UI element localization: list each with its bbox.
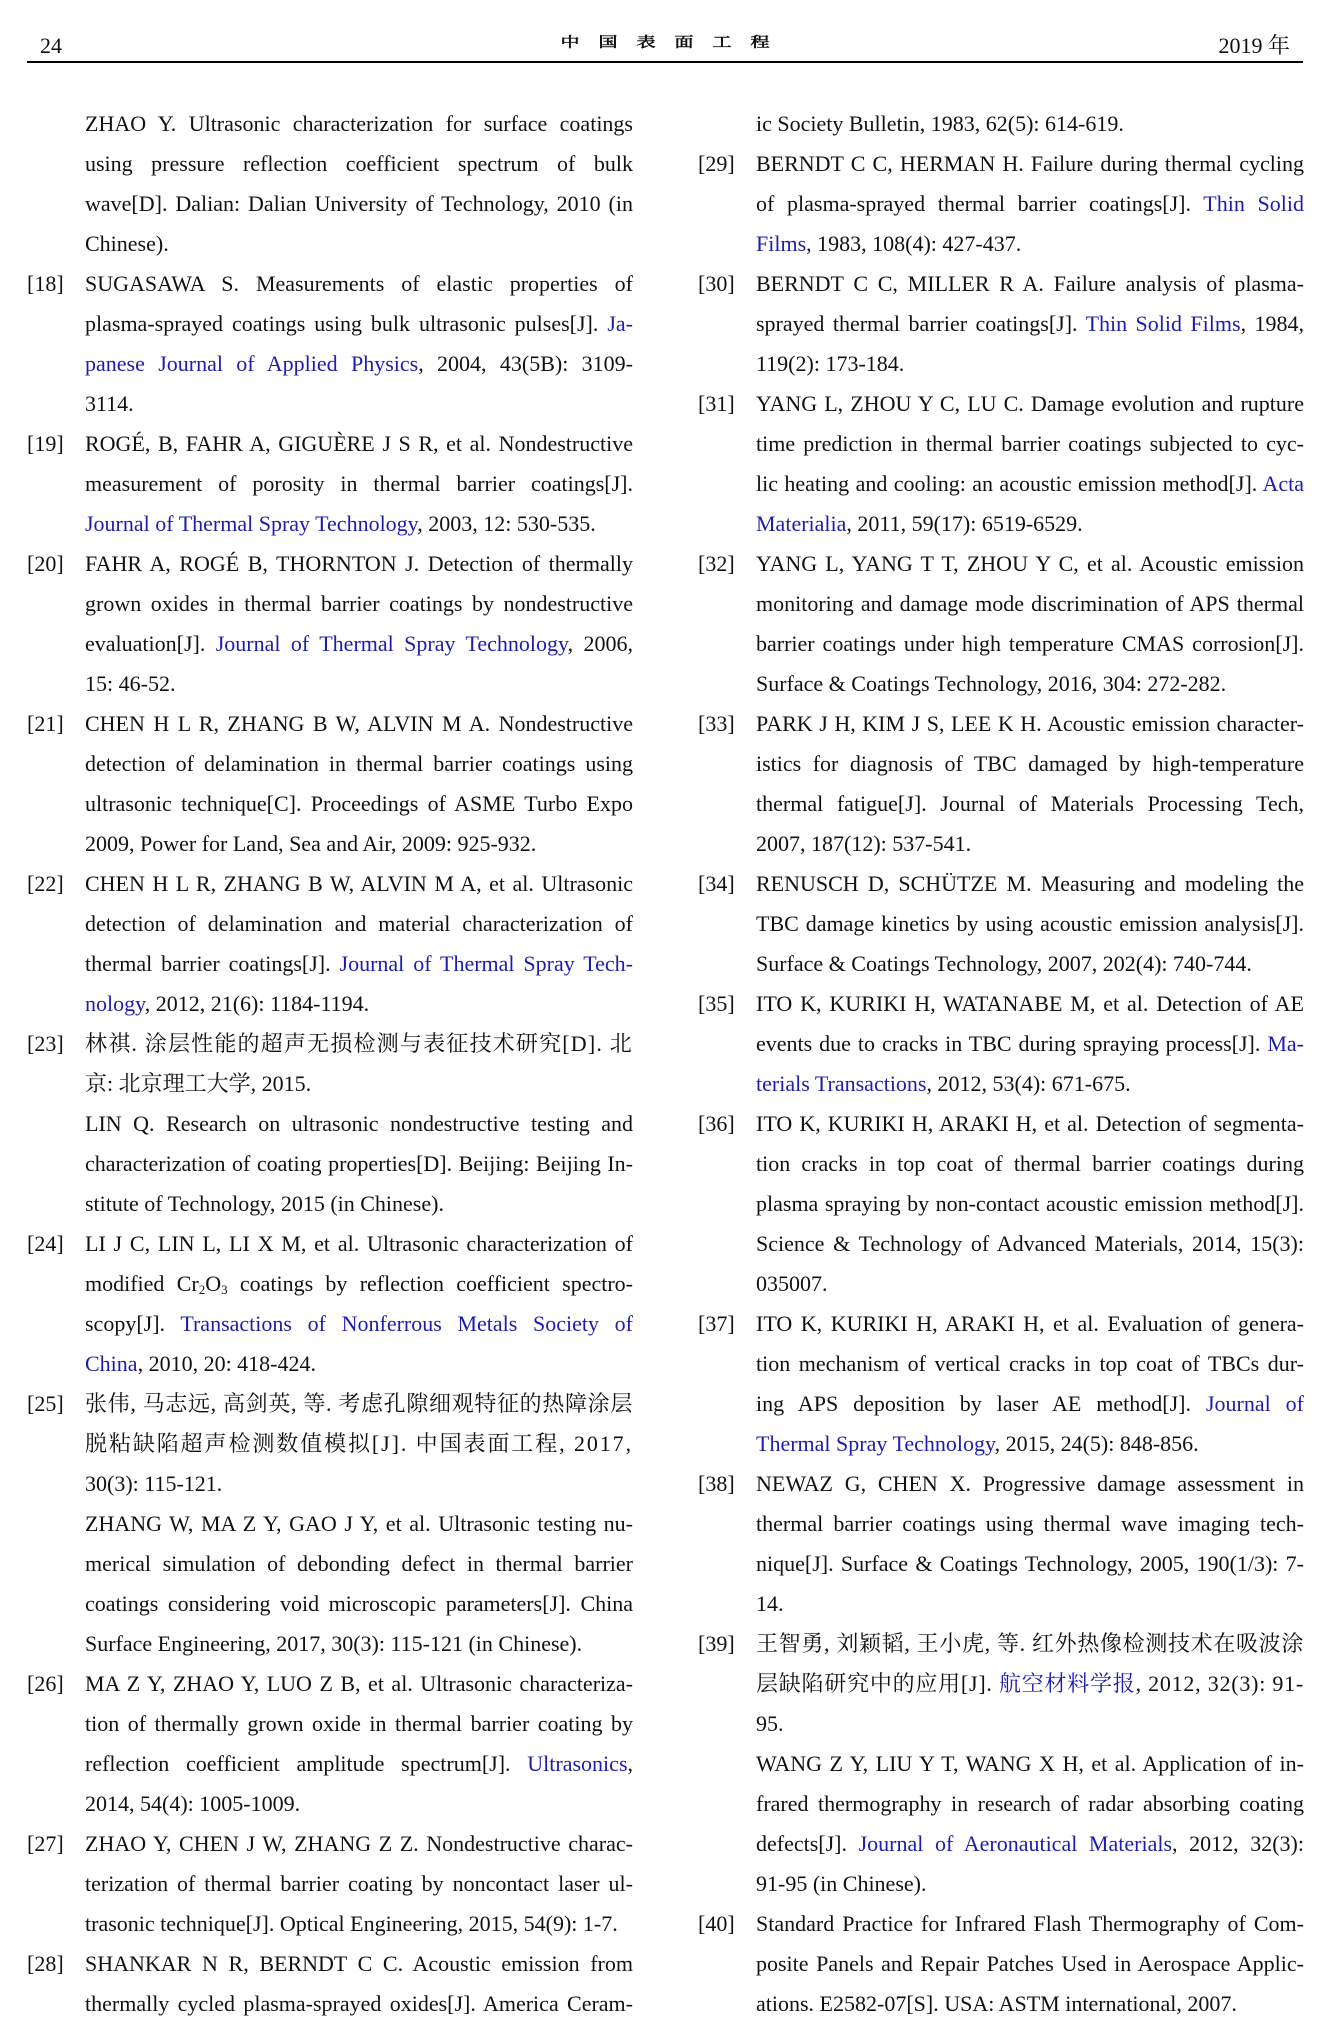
reference-number: [31] (698, 391, 735, 416)
reference-line (85, 1984, 633, 2024)
reference-text: events due to cracks in TBC during spraying process[J]. (756, 1031, 1268, 1056)
reference-line (756, 544, 1304, 584)
reference-line-text: WANG Z Y, LIU Y T, WANG X H, et al. Application of in- (756, 1751, 1304, 1776)
reference-number: [25] (27, 1391, 64, 1416)
reference-line-text (756, 184, 1304, 224)
reference-line (85, 1624, 633, 1664)
reference-line (85, 464, 633, 504)
reference-entry (698, 704, 1308, 864)
reference-line (756, 1384, 1304, 1424)
reference-line-text: thermally cycled plasma-sprayed oxides[J]. America Ceram- (85, 1991, 633, 2016)
journal-title: 中国表面工程 (560, 34, 789, 51)
reference-line (85, 1144, 633, 1184)
reference-text: thermal barrier coatings[J]. (85, 951, 340, 976)
journal-link[interactable]: Thin Solid (1203, 191, 1304, 216)
reference-line (756, 1864, 1304, 1904)
reference-line-text (85, 304, 633, 344)
reference-line-text (85, 944, 633, 984)
reference-line (85, 544, 633, 584)
reference-entry (27, 264, 637, 424)
reference-line (756, 1984, 1304, 2024)
subscript: 3 (221, 1282, 228, 1297)
reference-line (756, 1744, 1304, 1784)
reference-line-text: 035007. (756, 1271, 828, 1296)
reference-text: of plasma-sprayed thermal barrier coatings[J]. (756, 191, 1204, 216)
reference-line-text: ZHANG W, MA Z Y, GAO J Y, et al. Ultrasonic testing nu- (85, 1511, 633, 1536)
reference-line (756, 1344, 1304, 1384)
reference-line (85, 1784, 633, 1824)
reference-line (85, 184, 633, 224)
reference-line (756, 944, 1304, 984)
reference-entry (27, 1224, 637, 1384)
journal-link[interactable]: Acta (1262, 471, 1304, 496)
reference-line-text (85, 344, 633, 384)
reference-line (85, 1304, 633, 1344)
reference-entry (698, 1104, 1308, 1304)
reference-line (85, 1464, 633, 1504)
reference-line (756, 1064, 1304, 1104)
journal-link[interactable]: Journal of Aeronautical Materials (858, 1831, 1173, 1856)
reference-line-text: 119(2): 173-184. (756, 351, 905, 376)
reference-line-text: detection of delamination and material characterization of (85, 911, 633, 936)
journal-link[interactable]: Ja- (607, 311, 633, 336)
reference-line-text: tion of thermally grown oxide in thermal barrier coating by (85, 1711, 633, 1736)
reference-line (85, 944, 633, 984)
reference-text: , 1983, 108(4): 427-437. (806, 231, 1022, 256)
reference-line-text: TBC damage kinetics by using acoustic emission analysis[J]. (756, 911, 1304, 936)
reference-text: , 2004, 43(5B): 3109- (418, 351, 633, 376)
reference-number: [19] (27, 431, 64, 456)
reference-entry (698, 384, 1308, 544)
reference-line (85, 1584, 633, 1624)
reference-line-text: NEWAZ G, CHEN X. Progressive damage assessment in (756, 1471, 1304, 1496)
reference-line (756, 784, 1304, 824)
reference-line-text: 京: 北京理工大学, 2015. (85, 1071, 312, 1096)
reference-entry (698, 984, 1308, 1104)
reference-text: , 2011, 59(17): 6519-6529. (846, 511, 1083, 536)
reference-entry (698, 864, 1308, 984)
reference-line-text: LI J C, LIN L, LI X M, et al. Ultrasonic characterization of (85, 1231, 633, 1256)
reference-line-text: ITO K, KURIKI H, ARAKI H, et al. Evaluation of genera- (756, 1311, 1304, 1336)
reference-line-text (85, 1264, 633, 1304)
reference-line-text: monitoring and damage mode discrimination of APS thermal (756, 591, 1304, 616)
reference-line-text: ultrasonic technique[C]. Proceedings of ASME Turbo Expo (85, 791, 633, 816)
reference-line-text: Surface & Coatings Technology, 2007, 202(4): 740-744. (756, 951, 1252, 976)
reference-line-text: grown oxides in thermal barrier coatings by nondestructive (85, 591, 633, 616)
reference-line (756, 1504, 1304, 1544)
reference-line (85, 1744, 633, 1784)
reference-line-text (756, 1064, 1131, 1104)
reference-number: [26] (27, 1671, 64, 1696)
reference-text: evaluation[J]. (85, 631, 216, 656)
journal-link[interactable]: Journal of (1205, 1391, 1304, 1416)
reference-line (85, 1384, 633, 1424)
reference-entry (27, 1824, 637, 1944)
reference-text: , 2012, 32(3): 91- (1135, 1671, 1304, 1696)
reference-text: lic heating and cooling: an acoustic emission method[J]. (756, 471, 1263, 496)
reference-line (756, 424, 1304, 464)
reference-line (756, 1904, 1304, 1944)
reference-line-text: BERNDT C C, HERMAN H. Failure during thermal cycling (756, 151, 1304, 176)
reference-line (85, 1824, 633, 1864)
reference-entry (27, 424, 637, 544)
reference-line (85, 1424, 633, 1464)
reference-line (85, 1664, 633, 1704)
reference-line-text: 脱粘缺陷超声检测数值模拟[J]. 中国表面工程, 2017, (85, 1431, 633, 1456)
reference-line (756, 1184, 1304, 1224)
reference-line-text: frared thermography in research of radar absorbing coating (756, 1791, 1304, 1816)
left-column (27, 104, 637, 2024)
reference-entry (698, 544, 1308, 704)
reference-line-text: characterization of coating properties[D]. Beijing: Beijing In- (85, 1151, 633, 1176)
reference-line (756, 464, 1304, 504)
reference-line-text: Surface Engineering, 2017, 30(3): 115-121 (in Chinese). (85, 1631, 583, 1656)
reference-line (756, 704, 1304, 744)
reference-number: [23] (27, 1031, 64, 1056)
reference-line (85, 1904, 633, 1944)
reference-line (756, 1624, 1304, 1664)
journal-link[interactable]: Ultrasonics (527, 1751, 628, 1776)
reference-line-text: terization of thermal barrier coating by noncontact laser ul- (85, 1871, 633, 1896)
subscript: 2 (198, 1282, 206, 1297)
reference-number: [22] (27, 871, 64, 896)
journal-link[interactable]: Thin Solid Films (1085, 311, 1241, 336)
reference-line-text: ZHAO Y, CHEN J W, ZHANG Z Z. Nondestructive charac- (85, 1831, 633, 1856)
reference-line (85, 1064, 633, 1104)
reference-line (85, 904, 633, 944)
reference-text: defects[J]. (756, 1831, 859, 1856)
reference-line (756, 864, 1304, 904)
reference-line (85, 424, 633, 464)
reference-line-text: ROGÉ, B, FAHR A, GIGUÈRE J S R, et al. Nondestructive (85, 431, 633, 456)
reference-line (756, 224, 1304, 264)
reference-line (85, 1344, 633, 1384)
reference-text: , 2012, 32(3): (1172, 1831, 1304, 1856)
reference-number: [18] (27, 271, 64, 296)
reference-line (85, 864, 633, 904)
reference-number: [27] (27, 1831, 64, 1856)
reference-line (85, 384, 633, 424)
reference-line-text (85, 1304, 633, 1344)
journal-link[interactable]: Journal of Thermal Spray Tech- (339, 951, 634, 976)
reference-line (85, 1184, 633, 1224)
reference-line (85, 744, 633, 784)
reference-line-text: CHEN H L R, ZHANG B W, ALVIN M A. Nondestructive (85, 711, 633, 736)
reference-line-text: RENUSCH D, SCHÜTZE M. Measuring and modeling the (756, 871, 1304, 896)
reference-line-text: 3114. (85, 391, 134, 416)
reference-line-text: MA Z Y, ZHAO Y, LUO Z B, et al. Ultrasonic characteriza- (85, 1671, 633, 1696)
reference-line-text: ic Society Bulletin, 1983, 62(5): 614-619. (756, 111, 1124, 136)
reference-line (756, 744, 1304, 784)
reference-number: [34] (698, 871, 735, 896)
journal-link[interactable]: Materialia (756, 511, 847, 536)
reference-line-text: PARK J H, KIM J S, LEE K H. Acoustic emission character- (756, 711, 1304, 736)
journal-link[interactable]: Films (756, 231, 807, 256)
publication-year: 2019 年 (1218, 33, 1290, 58)
reference-line-text (85, 1344, 316, 1384)
reference-line (85, 784, 633, 824)
reference-line (756, 904, 1304, 944)
reference-line-text (756, 504, 1083, 544)
reference-line (756, 984, 1304, 1024)
reference-line-text: coatings considering void microscopic parameters[J]. China (85, 1591, 633, 1616)
reference-text: sprayed thermal barrier coatings[J]. (756, 311, 1086, 336)
reference-number: [35] (698, 991, 735, 1016)
reference-line (756, 1304, 1304, 1344)
journal-link[interactable]: Journal of Thermal Spray Technology (85, 511, 418, 536)
reference-line (756, 1264, 1304, 1304)
reference-line (756, 504, 1304, 544)
reference-line-text: ITO K, KURIKI H, WATANABE M, et al. Detection of AE (756, 991, 1304, 1016)
reference-line-text: ZHAO Y. Ultrasonic characterization for surface coatings (85, 111, 633, 136)
journal-link[interactable]: Journal of Thermal Spray Technology (215, 631, 568, 656)
reference-text: coatings by reflection coefficient spectro- (227, 1271, 634, 1296)
reference-line-text: 30(3): 115-121. (85, 1471, 223, 1496)
reference-line-text: Standard Practice for Infrared Flash Thermography of Com- (756, 1911, 1304, 1936)
reference-line (85, 824, 633, 864)
reference-line-text: detection of delamination in thermal barrier coatings using (85, 751, 633, 776)
reference-line-text: 2014, 54(4): 1005-1009. (85, 1791, 301, 1816)
reference-line-text: YANG L, YANG T T, ZHOU Y C, et al. Acoustic emission (756, 551, 1304, 576)
reference-line-text: plasma spraying by non-contact acoustic emission method[J]. (756, 1191, 1304, 1216)
reference-text: , 2012, 53(4): 671-675. (926, 1071, 1131, 1096)
reference-line-text: thermal fatigue[J]. Journal of Materials Processing Tech, (756, 791, 1304, 816)
reference-line-text (756, 1824, 1304, 1864)
reference-line (756, 264, 1304, 304)
reference-line-text: barrier coatings under high temperature CMAS corrosion[J]. (756, 631, 1304, 656)
reference-line (756, 184, 1304, 224)
reference-entry (27, 1384, 637, 1664)
reference-number: [40] (698, 1911, 735, 1936)
reference-line (85, 1944, 633, 1984)
reference-line (756, 1424, 1304, 1464)
reference-line-text: trasonic technique[J]. Optical Engineering, 2015, 54(9): 1-7. (85, 1911, 618, 1936)
reference-number: [37] (698, 1311, 735, 1336)
reference-line-text: LIN Q. Research on ultrasonic nondestructive testing and (85, 1111, 633, 1136)
reference-line-text: thermal barrier coatings using thermal wave imaging tech- (756, 1511, 1304, 1536)
reference-number: [36] (698, 1111, 735, 1136)
journal-link[interactable]: nology (85, 991, 145, 1016)
reference-line-text: YANG L, ZHOU Y C, LU C. Damage evolution and rupture (756, 391, 1304, 416)
reference-entry (27, 1024, 637, 1224)
journal-link[interactable]: terials Transactions (756, 1071, 927, 1096)
reference-line-text: ITO K, KURIKI H, ARAKI H, et al. Detection of segmenta- (756, 1111, 1304, 1136)
reference-line-text: measurement of porosity in thermal barrier coatings[J]. (85, 471, 633, 496)
reference-text: , 2006, (567, 631, 633, 656)
reference-line-text: 91-95 (in Chinese). (756, 1871, 927, 1896)
reference-line-text (756, 1424, 1199, 1464)
reference-line-text: 95. (756, 1711, 784, 1736)
reference-number: [30] (698, 271, 735, 296)
reference-line-text: 2009, Power for Land, Sea and Air, 2009: 925-932. (85, 831, 537, 856)
journal-link[interactable]: Ma- (1267, 1031, 1304, 1056)
reference-number: [24] (27, 1231, 64, 1256)
reference-line-text: 林祺. 涂层性能的超声无损检测与表征技术研究[D]. 北 (85, 1031, 633, 1056)
journal-link[interactable]: 航空材料学报 (998, 1671, 1136, 1696)
reference-text: , 2015, 24(5): 848-856. (994, 1431, 1199, 1456)
reference-line (85, 264, 633, 304)
reference-line (756, 1224, 1304, 1264)
reference-text: , (627, 1751, 633, 1776)
reference-line (756, 104, 1304, 144)
reference-line (85, 104, 633, 144)
reference-line (756, 624, 1304, 664)
reference-line (85, 304, 633, 344)
reference-line (85, 1104, 633, 1144)
reference-line (85, 1704, 633, 1744)
reference-line (85, 1024, 633, 1064)
reference-line-text (756, 224, 1021, 264)
reference-line-text (756, 464, 1304, 504)
reference-line-text: 2007, 187(12): 537-541. (756, 831, 972, 856)
reference-line (85, 504, 633, 544)
reference-line-text: istics for diagnosis of TBC damaged by high-temperature (756, 751, 1304, 776)
reference-line (85, 624, 633, 664)
reference-text: 层缺陷研究中的应用[J]. (756, 1671, 999, 1696)
reference-line-text: SUGASAWA S. Measurements of elastic properties of (85, 271, 633, 296)
reference-line (756, 1944, 1304, 1984)
reference-entry (698, 1624, 1308, 1904)
reference-text: , 2003, 12: 530-535. (417, 511, 596, 536)
reference-text: O (205, 1271, 222, 1296)
reference-line (85, 1224, 633, 1264)
reference-entry (698, 1904, 1308, 2024)
reference-line (85, 224, 633, 264)
reference-line-text: SHANKAR N R, BERNDT C C. Acoustic emission from (85, 1951, 633, 1976)
reference-line-text: merical simulation of debonding defect in thermal barrier (85, 1551, 633, 1576)
reference-entry (698, 144, 1308, 264)
reference-line (756, 1544, 1304, 1584)
reference-entry (27, 1664, 637, 1824)
reference-line (85, 664, 633, 704)
header-rule (27, 61, 1303, 63)
reference-line (756, 1704, 1304, 1744)
reference-line-text: Surface & Coatings Technology, 2016, 304: 272-282. (756, 671, 1227, 696)
journal-link[interactable]: Thermal Spray Technology (756, 1431, 995, 1456)
reference-line-text: tion mechanism of vertical cracks in top coat of TBCs dur- (756, 1351, 1304, 1376)
reference-line-text (756, 1384, 1304, 1424)
reference-line (756, 584, 1304, 624)
reference-line-text: wave[D]. Dalian: Dalian University of Technology, 2010 (in (85, 191, 633, 216)
reference-line-text (85, 624, 633, 664)
reference-line (85, 584, 633, 624)
reference-number: [28] (27, 1951, 64, 1976)
reference-line (756, 1584, 1304, 1624)
reference-line (756, 664, 1304, 704)
reference-line (756, 144, 1304, 184)
reference-line (85, 344, 633, 384)
reference-line-text: Science & Technology of Advanced Materials, 2014, 15(3): (756, 1231, 1304, 1256)
reference-line (756, 384, 1304, 424)
reference-text: , 2012, 21(6): 1184-1194. (144, 991, 370, 1016)
reference-number: [32] (698, 551, 735, 576)
reference-entry (27, 704, 637, 864)
reference-entry (27, 1944, 637, 2024)
reference-line (756, 1784, 1304, 1824)
reference-line (85, 1544, 633, 1584)
reference-line-text: ations. E2582-07[S]. USA: ASTM international, 2007. (756, 1991, 1237, 2016)
reference-line-text (756, 1664, 1304, 1704)
reference-text: , 2010, 20: 418-424. (137, 1351, 317, 1376)
reference-line-text: posite Panels and Repair Patches Used in Aerospace Applic- (756, 1951, 1304, 1976)
reference-line-text: 张伟, 马志远, 高剑英, 等. 考虑孔隙细观特征的热障涂层 (85, 1391, 633, 1416)
reference-entry (698, 1464, 1308, 1624)
reference-line-text: CHEN H L R, ZHANG B W, ALVIN M A, et al. Ultrasonic (85, 871, 633, 896)
reference-line (756, 1144, 1304, 1184)
journal-link[interactable]: China (85, 1351, 138, 1376)
reference-line (756, 1464, 1304, 1504)
reference-number: [29] (698, 151, 735, 176)
reference-number: [33] (698, 711, 735, 736)
reference-line (756, 304, 1304, 344)
right-column (698, 104, 1308, 2024)
reference-entry (698, 264, 1308, 384)
reference-line-text (85, 1744, 633, 1784)
reference-text: , 1984, (1240, 311, 1304, 336)
reference-text: modified Cr (85, 1271, 199, 1296)
reference-line-text: stitute of Technology, 2015 (in Chinese). (85, 1191, 444, 1216)
reference-line (756, 344, 1304, 384)
reference-line-text: BERNDT C C, MILLER R A. Failure analysis of plasma- (756, 271, 1304, 296)
reference-line-text: FAHR A, ROGÉ B, THORNTON J. Detection of thermally (85, 551, 633, 576)
reference-line (85, 1504, 633, 1544)
reference-line (756, 1104, 1304, 1144)
reference-line (85, 1264, 633, 1304)
reference-line-text (85, 504, 596, 544)
reference-line (756, 1024, 1304, 1064)
reference-number: [39] (698, 1631, 735, 1656)
reference-line-text (756, 1024, 1304, 1064)
journal-link[interactable]: panese Journal of Applied Physics (85, 351, 419, 376)
reference-line-text: 15: 46-52. (85, 671, 176, 696)
reference-text: reflection coefficient amplitude spectrum[J]. (85, 1751, 528, 1776)
reference-line-text: using pressure reflection coefficient spectrum of bulk (85, 151, 633, 176)
page-number: 24 (40, 33, 62, 58)
reference-line-text (756, 304, 1304, 344)
journal-link[interactable]: Transactions of Nonferrous Metals Society of (180, 1311, 633, 1336)
reference-number: [21] (27, 711, 64, 736)
reference-line-text: Chinese). (85, 231, 169, 256)
reference-entry (27, 544, 637, 704)
reference-line (85, 704, 633, 744)
reference-line (756, 1824, 1304, 1864)
reference-text: scopy[J]. (85, 1311, 181, 1336)
reference-entry (698, 1304, 1308, 1464)
reference-number: [38] (698, 1471, 735, 1496)
reference-line-text: 14. (756, 1591, 784, 1616)
reference-line-text: 王智勇, 刘颖韬, 王小虎, 等. 红外热像检测技术在吸波涂 (756, 1631, 1304, 1656)
reference-line (756, 824, 1304, 864)
reference-line (85, 144, 633, 184)
reference-line-text: tion cracks in top coat of thermal barrier coatings during (756, 1151, 1304, 1176)
reference-line (85, 1864, 633, 1904)
reference-line-text: nique[J]. Surface & Coatings Technology, 2005, 190(1/3): 7- (756, 1551, 1304, 1576)
reference-text: plasma-sprayed coatings using bulk ultrasonic pulses[J]. (85, 311, 608, 336)
reference-line (85, 984, 633, 1024)
reference-line-text (85, 984, 369, 1024)
reference-number: [20] (27, 551, 64, 576)
reference-entry (27, 864, 637, 1024)
reference-text: ing APS deposition by laser AE method[J]. (756, 1391, 1206, 1416)
reference-entry (27, 104, 637, 264)
reference-entry (698, 104, 1308, 144)
reference-line (756, 1664, 1304, 1704)
reference-line-text: time prediction in thermal barrier coatings subjected to cyc- (756, 431, 1304, 456)
